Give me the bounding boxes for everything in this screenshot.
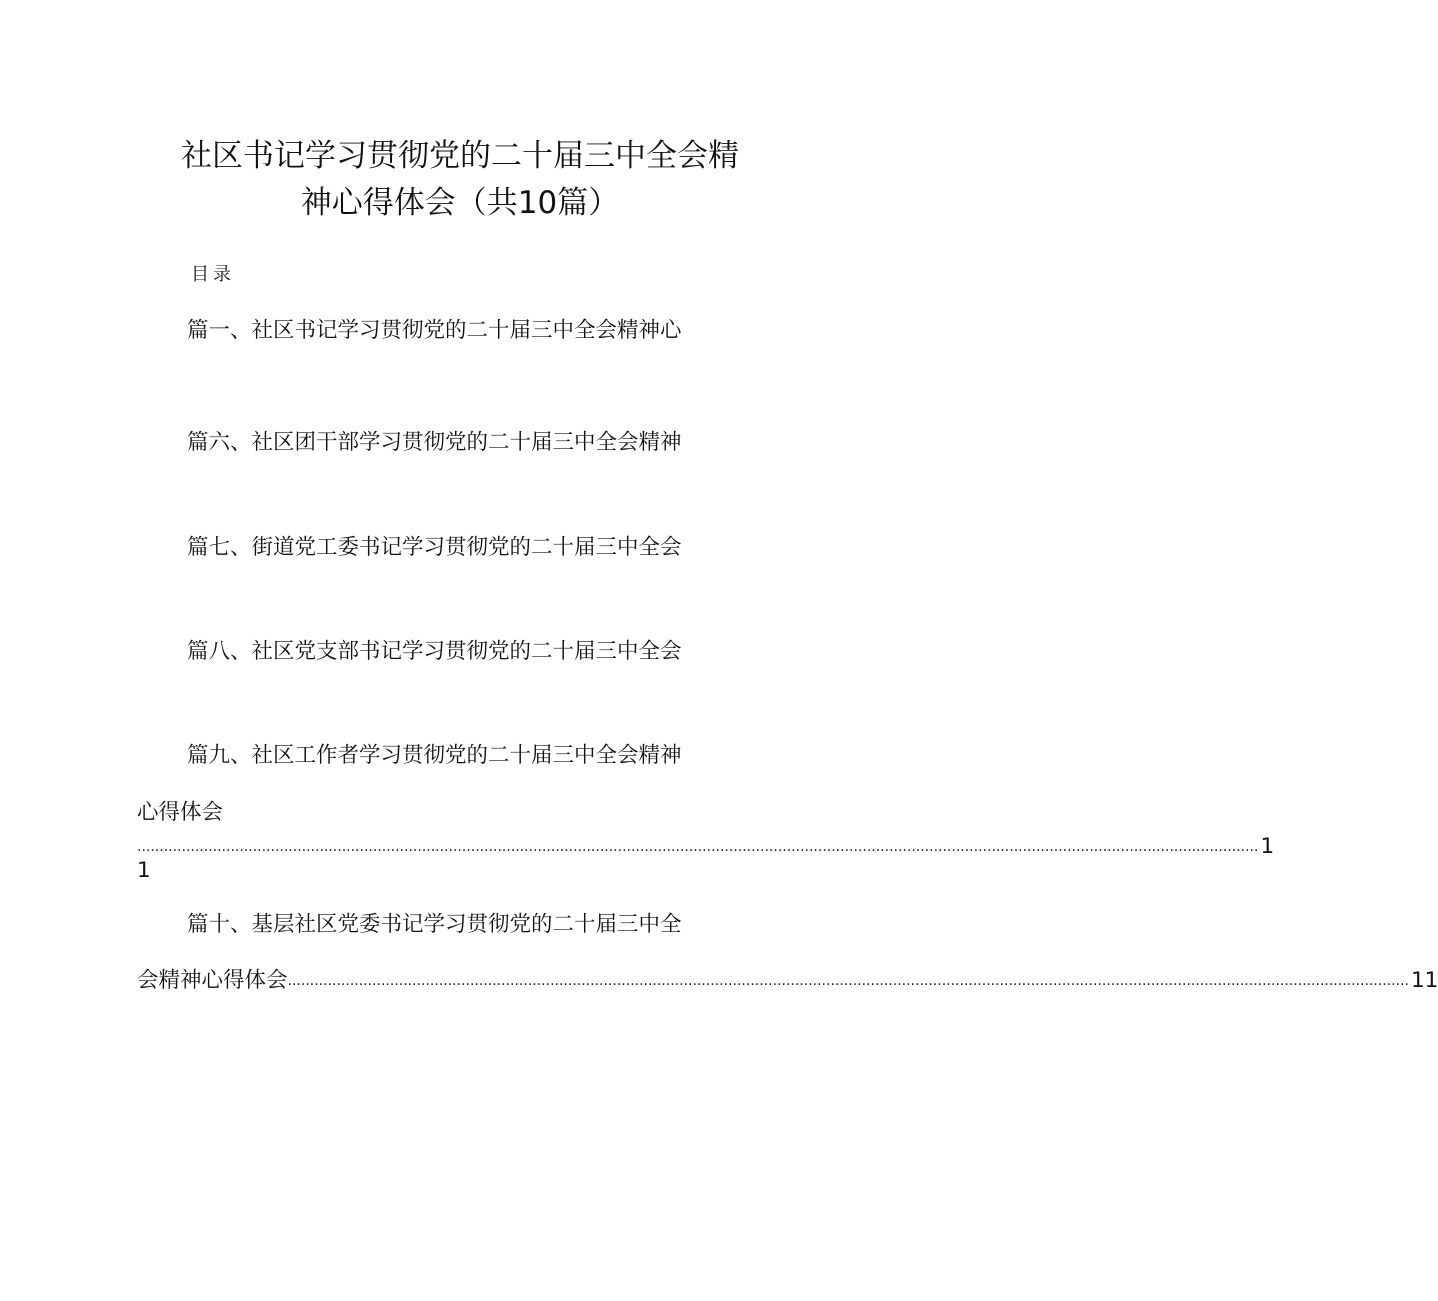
document-title-line-1: 社区书记学习贯彻党的二十届三中全会精 <box>181 138 739 174</box>
toc-entry-9: 篇九、社区工作者学习贯彻党的二十届三中全会精神 <box>187 743 682 768</box>
toc-entry-9-leader-row <box>137 832 1275 862</box>
document-title-line-2: 神心得体会（共10篇） <box>300 185 620 221</box>
toc-entry-9-continuation: 心得体会 <box>137 800 224 825</box>
toc-entry-7: 篇七、街道党工委书记学习贯彻党的二十届三中全会 <box>187 535 682 560</box>
toc-entry-6: 篇六、社区团干部学习贯彻党的二十届三中全会精神 <box>187 430 682 455</box>
toc-entry-1: 篇一、社区书记学习贯彻党的二十届三中全会精神心 <box>187 318 682 343</box>
toc-entry-8: 篇八、社区党支部书记学习贯彻党的二十届三中全会 <box>187 639 682 664</box>
dot-leader: ............................................................................................................................................................................................................................................................ <box>287 973 1409 989</box>
toc-entry-10-continuation: 会精神心得体会 <box>137 968 288 993</box>
toc-entry-10-page: 11 <box>1410 968 1438 993</box>
toc-entry-9-page-wrap: 1 <box>137 858 151 883</box>
toc-label: 目录 <box>191 264 235 285</box>
toc-entry-10-row <box>137 966 1438 996</box>
toc-entry-9-page: 1 <box>1260 834 1275 859</box>
dot-leader: ............................................................................................................................................................................................................................................................ <box>137 839 1259 855</box>
toc-entry-10: 篇十、基层社区党委书记学习贯彻党的二十届三中全 <box>187 912 682 937</box>
